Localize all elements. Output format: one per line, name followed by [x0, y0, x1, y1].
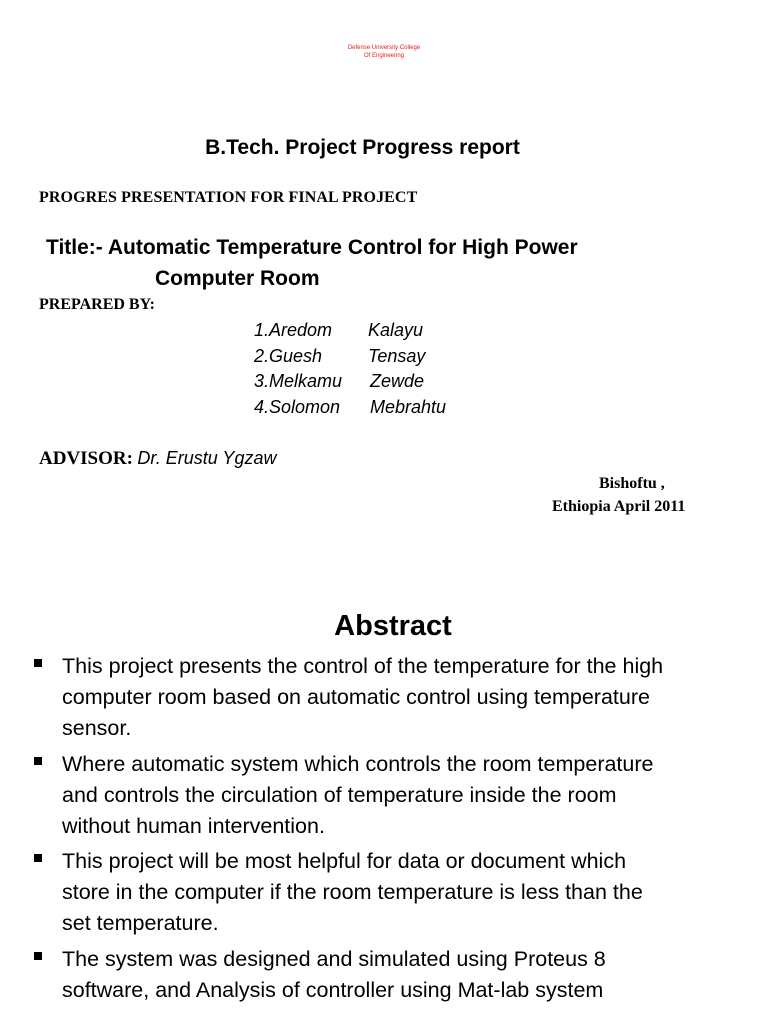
abstract-bullet	[34, 651, 746, 744]
advisor-label: ADVISOR:	[39, 448, 133, 469]
bullet-line: computer room based on automatic control using temperature	[62, 685, 650, 709]
bullet-line: store in the computer if the room temperature is less than the	[62, 880, 643, 904]
bullet-line: sensor.	[62, 716, 132, 740]
member-last-name: Kalayu	[368, 320, 424, 340]
member-last-name: Zewde	[370, 371, 425, 392]
bullet-line: Where automatic system which controls the room temperature	[62, 751, 654, 776]
bullet-line: software, and Analysis of controller using Mat-lab system	[62, 977, 604, 1002]
project-title-line-2: Computer Room	[155, 267, 320, 290]
bullet-square-icon	[34, 659, 42, 667]
college-header	[0, 44, 768, 60]
advisor	[39, 448, 276, 470]
bullet-line: This project will be most helpful for data or document which	[62, 849, 627, 873]
report-title: B.Tech. Project Progress report	[205, 136, 520, 159]
abstract-bullet	[34, 846, 746, 939]
member-first-name: 4.Solomon	[254, 396, 341, 417]
abstract-heading: Abstract	[334, 610, 452, 642]
bullet-square-icon	[34, 757, 42, 765]
bullet-line: without human intervention.	[62, 813, 325, 838]
college-name: Defense University College	[347, 45, 421, 51]
prepared-by-label: PREPARED BY:	[39, 296, 156, 313]
abstract-bullet-list	[34, 651, 746, 1010]
member-last-name: Mebrahtu	[370, 396, 447, 417]
project-title-line-1: Title:- Automatic Temperature Control for High Power	[46, 236, 578, 259]
college-subname: Of Engineering	[363, 53, 405, 59]
member-first-name: 2.Guesh	[254, 345, 323, 366]
location-country-date: Ethiopia April 2011	[552, 498, 686, 515]
bullet-square-icon	[34, 854, 42, 862]
bullet-line: set temperature.	[62, 911, 219, 935]
member-last-name: Tensay	[368, 345, 426, 366]
abstract-bullet	[34, 749, 746, 842]
advisor-name: Dr. Erustu Ygzaw	[137, 448, 277, 468]
member-first-name: 3.Melkamu	[254, 371, 343, 392]
presentation-heading: PROGRES PRESENTATION FOR FINAL PROJECT	[39, 189, 418, 206]
abstract-bullet	[34, 944, 746, 1006]
member-first-name: 1.Aredom	[254, 320, 333, 340]
bullet-line: The system was designed and simulated using Proteus 8	[62, 946, 606, 971]
bullet-square-icon	[34, 952, 42, 960]
location-city: Bishoftu ,	[599, 475, 665, 492]
bullet-line: This project presents the control of the temperature for the high	[62, 654, 664, 678]
bullet-line: and controls the circulation of temperature inside the room	[62, 782, 617, 807]
